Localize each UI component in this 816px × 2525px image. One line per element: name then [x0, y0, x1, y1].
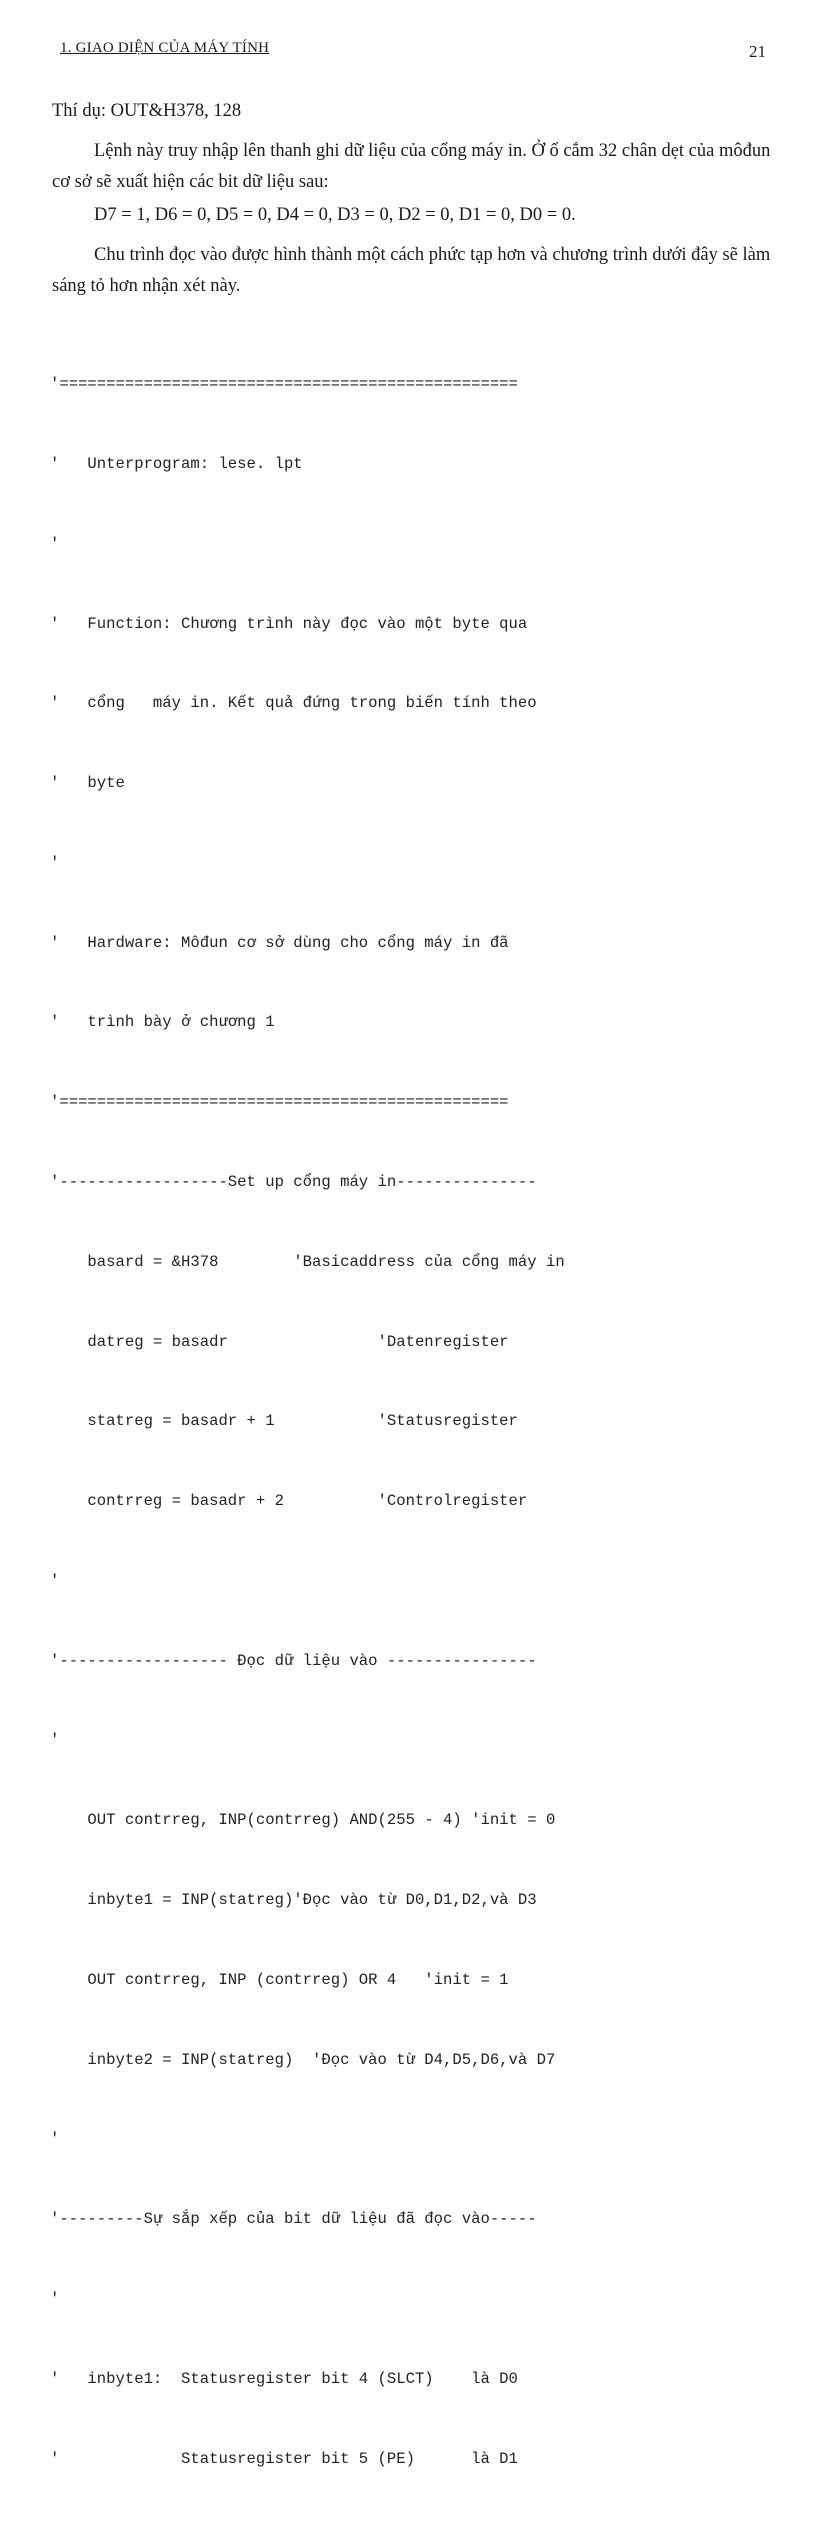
code-line: ' trình bày ở chương 1	[50, 1013, 275, 1032]
paragraph-intro: Lệnh này truy nhập lên thanh ghi dữ liệu của cổng máy in. Ở ổ cắm 32 chân dẹt của môđun cơ sở sẽ xuất hiện các bit dữ liệu sau:	[52, 141, 771, 192]
code-line: '	[50, 853, 60, 872]
code-line: '------------------ Đọc dữ liệu vào ----------------	[50, 1651, 537, 1670]
code-line: ' Hardware: Môđun cơ sở dùng cho cổng máy in đã	[50, 933, 509, 952]
code-line: '	[50, 2289, 60, 2308]
code-line: OUT contrreg, INP(contrreg) AND(255 - 4) 'init = 0	[50, 1811, 556, 1830]
code-line: inbyte1 = INP(statreg)'Đọc vào từ D0,D1,D2,và D3	[50, 1891, 537, 1910]
page-number: 21	[749, 42, 766, 61]
example-line: Thí dụ: OUT&H378, 128	[52, 101, 242, 121]
code-line: basard = &H378 'Basicaddress của cổng máy in	[50, 1252, 565, 1271]
code-line: '	[50, 2130, 60, 2149]
paragraph-read-cycle: Chu trình đọc vào được hình thành một cách phức tạp hơn và chương trình dưới đây sẽ làm sáng tỏ hơn nhận xét này.	[52, 245, 771, 296]
code-line: statreg = basadr + 1 'Statusregister	[50, 1412, 518, 1431]
code-line: OUT contrreg, INP (contrreg) OR 4 'init = 1	[50, 1970, 509, 1989]
code-line: inbyte2 = INP(statreg) 'Đọc vào từ D4,D5,D6,và D7	[50, 2050, 556, 2069]
code-line: ' byte	[50, 774, 125, 793]
code-line: ' Function: Chương trình này đọc vào một byte qua	[50, 614, 528, 633]
code-line: '=================================================	[50, 375, 518, 394]
code-line: '------------------Set up cổng máy in---------------	[50, 1173, 537, 1191]
code-line: '---------Sự sắp xếp của bit dữ liệu đã đọc vào-----	[50, 2210, 537, 2229]
page-header	[60, 40, 766, 64]
code-line: datreg = basadr 'Datenregister	[50, 1332, 509, 1351]
data-bits-line: D7 = 1, D6 = 0, D5 = 0, D4 = 0, D3 = 0, D2 = 0, D1 = 0, D0 = 0.	[94, 205, 576, 225]
code-listing	[50, 318, 790, 2525]
code-line: contrreg = basadr + 2 'Controlregister	[50, 1492, 528, 1511]
code-line: '	[50, 534, 60, 553]
code-line: ' inbyte1: Statusregister bit 4 (SLCT) là D0	[50, 2369, 518, 2388]
code-line: ' Unterprogram: lese. lpt	[50, 454, 303, 473]
code-line: '================================================	[50, 1093, 509, 1112]
code-line: '	[50, 1731, 60, 1750]
code-line: ' Statusregister bit 5 (PE) là D1	[50, 2449, 518, 2468]
code-line: ' cổng máy in. Kết quả đứng trong biến tính theo	[50, 694, 537, 713]
code-line: '	[50, 1571, 60, 1590]
chapter-title: 1. GIAO DIỆN CỦA MÁY TÍNH	[60, 40, 270, 56]
